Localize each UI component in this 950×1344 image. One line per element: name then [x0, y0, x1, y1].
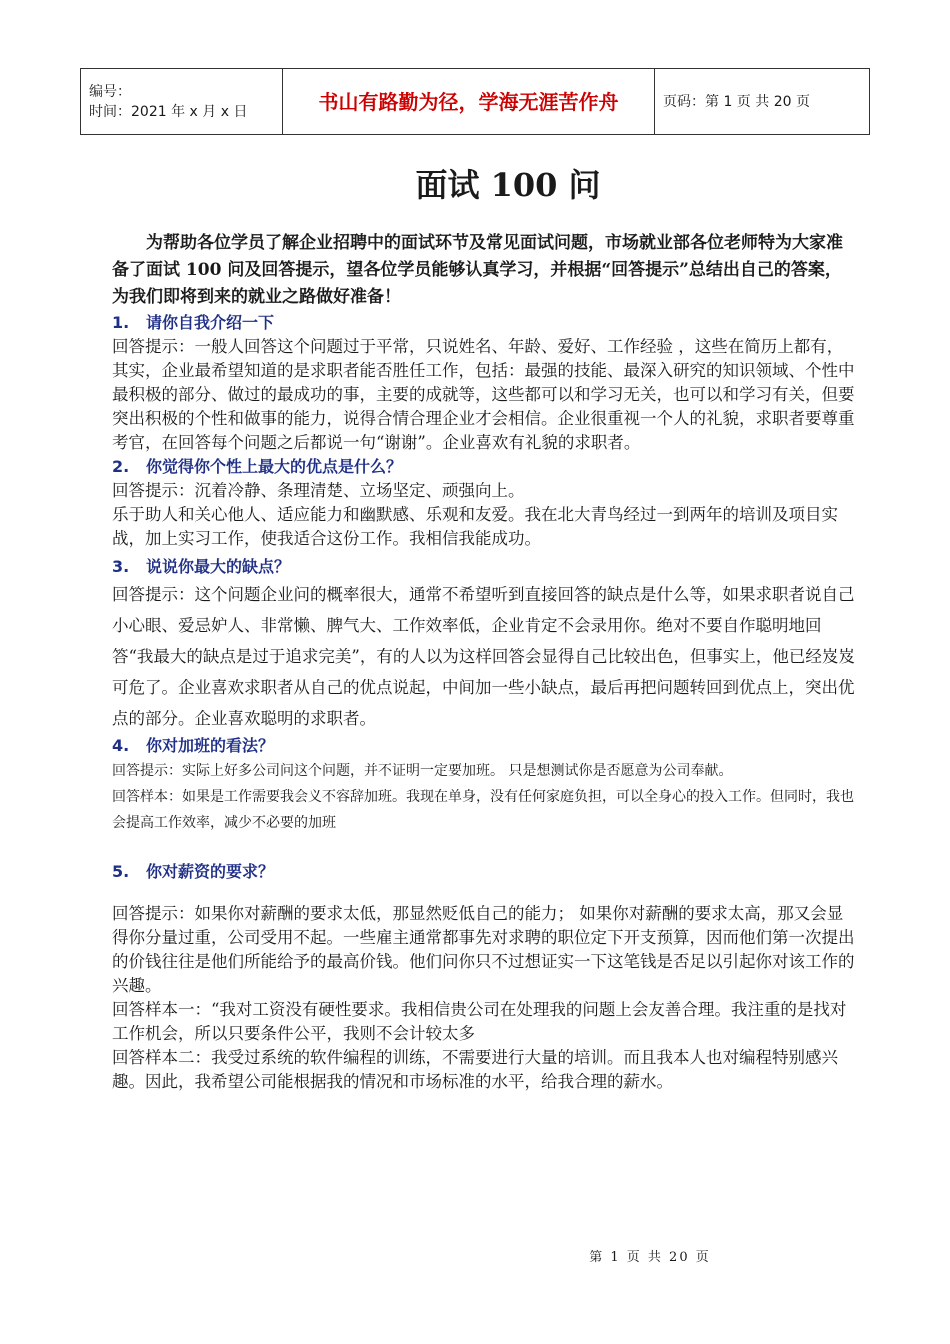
- page-title: 面试 100 问: [415, 166, 601, 204]
- page-footer: 第 1 页 共 20 页: [589, 1250, 711, 1265]
- answer-4-sample: 回答样本：如果是工作需要我会义不容辞加班。我现在单身，没有任何家庭负担，可以全身心的投入工作。但同时，我也会提高工作效率，减少不必要的加班: [112, 789, 854, 831]
- answer-3-hint: 回答提示：这个问题企业问的概率很大，通常不希望听到直接回答的缺点是什么等，如果求职者说自己小心眼、爱忌妒人、非常懒、脾气大、工作效率低，企业肯定不会录用你。绝对不要自作聪明地回答“我最大的缺点是过于追求完美”，有的人以为这样回答会显得自己比较出色，但事实上，他已经岌岌可危了。企业喜欢求职者从自己的优点说起，中间加一些小缺点，最后再把问题转回到优点上，突出优点的部分。企业喜欢聪明的求职者。: [112, 585, 855, 728]
- answer-2-hint: 回答提示：沉着冷静、条理清楚、立场坚定、顽强向上。: [112, 481, 525, 500]
- answer-5-sample-1: 回答样本一：“我对工资没有硬性要求。我相信贵公司在处理我的问题上会友善合理。我注重的是找对工作机会，所以只要条件公平，我则不会计较太多: [112, 1000, 847, 1043]
- question-3: 3. 说说你最大的缺点？: [112, 557, 291, 576]
- header-table: [80, 68, 870, 135]
- answer-5-hint: 回答提示：如果你对薪酬的要求太低，那显然贬低自己的能力； 如果你对薪酬的要求太高，那又会显得你分量过重，公司受用不起。一些雇主通常都事先对求聘的职位定下开支预算，因而他们第一次提出的价钱往往是他们所能给予的最高价钱。他们问你只不过想证实一下这笔钱是否足以引起你对该工作的兴趣。: [112, 904, 855, 995]
- document-body: [112, 230, 857, 1094]
- answer-1-hint: 回答提示：一般人回答这个问题过于平常，只说姓名、年龄、爱好、工作经验 ，这些在简历上都有，其实，企业最希望知道的是求职者能否胜任工作，包括：最强的技能、最深入研究的知识领域、个性中最积极的部分、做过的最成功的事，主要的成就等，这些都可以和学习无关，也可以和学习有关，但要突出积极的个性和做事的能力，说得合情合理企业才会相信。企业很重视一个人的礼貌，求职者要尊重考官，在回答每个问题之后都说一句“谢谢”。企业喜欢有礼貌的求职者。: [112, 337, 855, 452]
- question-4: 4. 你对加班的看法？: [112, 736, 275, 755]
- question-1: 1. 请你自我介绍一下: [112, 313, 275, 332]
- question-5: 5. 你对薪资的要求？: [112, 862, 275, 881]
- header-page-info: 页码：第 1 页 共 20 页: [655, 69, 870, 135]
- question-2: 2. 你觉得你个性上最大的优点是什么？: [112, 457, 403, 476]
- document-number-label: 编号：: [89, 83, 131, 100]
- intro-paragraph: 为帮助各位学员了解企业招聘中的面试环节及常见面试问题，市场就业部各位老师特为大家准备了面试 100 问及回答提示，望各位学员能够认真学习，并根据“回答提示”总结出自己的答案，为我们即将到来的就业之路做好准备！: [112, 233, 843, 307]
- document-time-label: 时间：2021 年 x 月 x 日: [89, 103, 248, 120]
- header-meta-cell: [81, 69, 283, 135]
- header-motto: 书山有路勤为径，学海无涯苦作舟: [283, 69, 655, 135]
- answer-4-hint: 回答提示：实际上好多公司问这个问题，并不证明一定要加班。 只是想测试你是否愿意为公司奉献。: [112, 763, 733, 779]
- answer-2-detail: 乐于助人和关心他人、适应能力和幽默感、乐观和友爱。我在北大青鸟经过一到两年的培训及项目实战，加上实习工作，使我适合这份工作。我相信我能成功。: [112, 505, 838, 548]
- answer-5-sample-2: 回答样本二：我受过系统的软件编程的训练，不需要进行大量的培训。而且我本人也对编程特别感兴趣。因此，我希望公司能根据我的情况和市场标准的水平，给我合理的薪水。: [112, 1048, 838, 1091]
